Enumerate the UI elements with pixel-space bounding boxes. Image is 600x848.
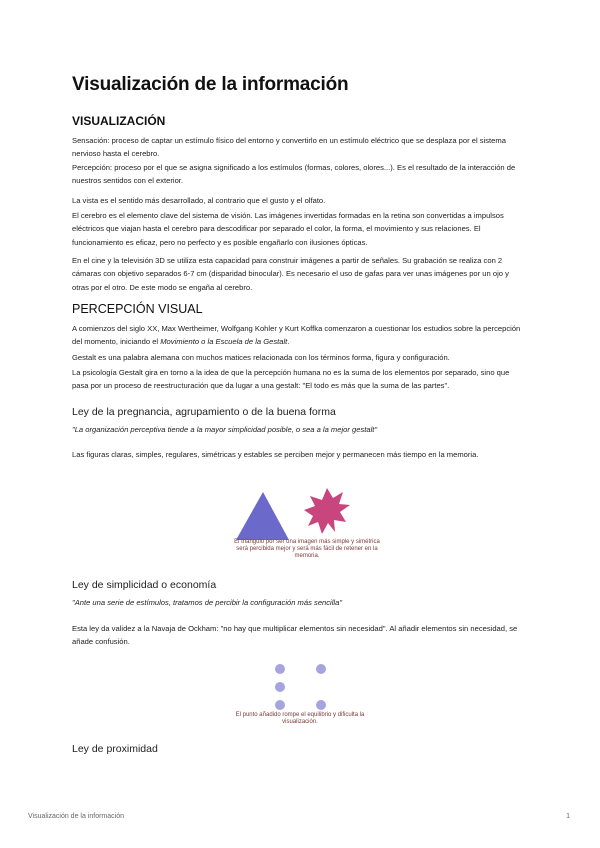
paragraph-gestalt-word: Gestalt es una palabra alemana con muchos matices relacionada con los términos forma, figura y configuración. [72, 353, 450, 362]
law-quote-simplicidad: "Ante una serie de estímulos, tratamos de percibir la configuración más sencilla" [72, 598, 343, 607]
paragraph-sensacion: Sensación: proceso de captar un estímulo físico del entorno y convertirlo en un estímulo eléctrico que se desplaza por el sistema nervioso hasta el cerebro. [72, 136, 506, 159]
law-heading-pregnancia: Ley de la pregnancia, agrupamiento o de la buena forma [72, 406, 336, 418]
dot [275, 664, 285, 674]
footer-document-title: Visualización de la información [28, 813, 124, 820]
figure-caption-simplicidad: El punto añadido rompe el equilibrio y dificulta la visualización. [235, 712, 365, 725]
irregular-shape [304, 488, 350, 534]
law-quote-pregnancia: "La organización perceptiva tiende a la mayor simplicidad posible, o sea a la mejor gestalt" [72, 425, 378, 434]
figure-pregnancia [232, 484, 382, 566]
dot [275, 700, 285, 710]
dot [316, 664, 326, 674]
dot [275, 682, 285, 692]
page-title: Visualización de la información [72, 74, 349, 95]
dots-illustration [235, 660, 355, 716]
figure-caption-pregnancia: El triángulo por ser una imagen más simple y simétrica será percibida mejor y será más fácil de retener en la memoria. [234, 539, 380, 559]
triangle-shape [236, 492, 289, 540]
paragraph-gestalt-psychology: La psicología Gestalt gira en torno a la idea de que la percepción humana no es la suma de los elementos por separado, sino que pasa por un proceso de reestructuración que da lugar a una gestalt: "El todo es más que la suma de las partes". [72, 368, 510, 391]
section-heading-visualizacion: VISUALIZACIÓN [72, 114, 166, 128]
paragraph-cerebro: El cerebro es el elemento clave del sistema de visión. Las imágenes invertidas formadas en la retina son convertidas a impulsos eléctricos que viajan hasta el cerebro para descodificar por separado el color, la forma, el movimiento y sus relaciones. El funcionamiento es eficaz, pero no perfecto y es posible engañarlo con ilusiones ópticas. [72, 211, 504, 247]
law-heading-proximidad: Ley de proximidad [72, 743, 158, 755]
footer-page-number: 1 [566, 813, 570, 820]
section-heading-percepcion-visual: PERCEPCIÓN VISUAL [72, 302, 203, 316]
paragraph-figuras-claras: Las figuras claras, simples, regulares, simétricas y estables se perciben mejor y permanecen más tiempo en la memoria. [72, 450, 479, 459]
paragraph-navaja-ockham: Esta ley da validez a la Navaja de Ockham: "no hay que multiplicar elementos sin necesidad". Al añadir elementos sin necesidad, se añade confusión. [72, 624, 518, 647]
paragraph-gestalt-history: A comienzos del siglo XX, Max Wertheimer, Wolfgang Kohler y Kurt Koffka comenzaron a cuestionar los estudios sobre la percepción del momento, iniciando el Movimiento o la Escuela de la Gestalt. [72, 324, 521, 347]
paragraph-vista: La vista es el sentido más desarrollado, al contrario que el gusto y el olfato. [72, 196, 326, 205]
dot [316, 700, 326, 710]
paragraph-percepcion: Percepción: proceso por el que se asigna significado a los estímulos (formas, colores, olores...). Es el resultado de la interacción de nuestros sentidos con el exterior. [72, 163, 516, 186]
paragraph-cine-3d: En el cine y la televisión 3D se utiliza esta capacidad para construir imágenes a partir de señales. Su grabación se realiza con 2 cámaras con objetivo separados 6-7 cm (disparidad binocular). Es necesario el uso de gafas para ver unas imágenes por un ojo y otras por el otro. De este modo se engaña al cerebro. [72, 256, 509, 292]
law-heading-simplicidad: Ley de simplicidad o economía [72, 579, 217, 591]
figure-simplicidad [235, 660, 365, 738]
